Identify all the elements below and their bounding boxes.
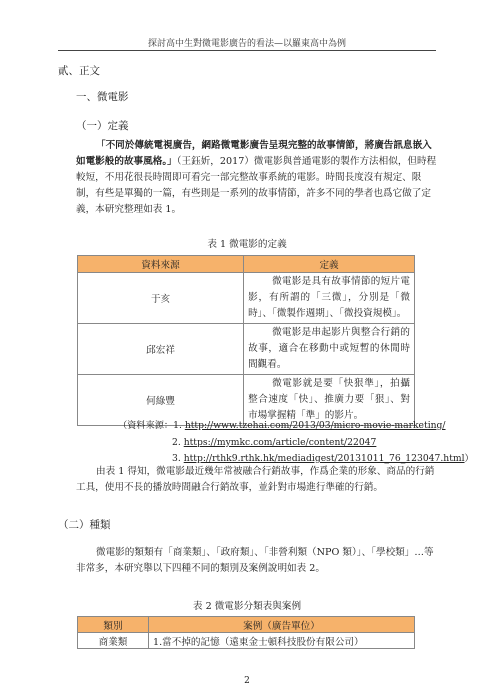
- column-header-type: 類別: [78, 617, 149, 633]
- source-line-2: 2. https://mymkc.com/article/content/22047: [172, 436, 377, 448]
- bold-quote: 「不同於傳統電視廣告，網路微電影廣告呈現完整的故事情節，將廣告訊息嵌入如電影般的故事風格。」: [76, 140, 432, 167]
- source-link-3[interactable]: http://rthk9.rthk.hk/mediadigest/20131011_76_123047.html: [183, 453, 465, 464]
- table2-caption: 表 2 微電影分類表與案例: [192, 601, 302, 612]
- table-cell-source: 邱宏祥: [78, 324, 244, 375]
- section-heading-micro-film: 一、微電影: [76, 91, 129, 103]
- section-heading-main: 貳、正文: [58, 65, 100, 77]
- table-cell-definition: 微電影是具有故事情節的短片電影，有所謂的「三微」，分別是「微時」、「微製作週期」、「微投資規模」。: [244, 273, 415, 324]
- definition-table: [77, 255, 415, 426]
- table-cell-source: 何綠豐: [78, 375, 244, 426]
- page-number: 2: [244, 676, 250, 686]
- section-heading-definition: （一）定義: [76, 120, 129, 132]
- types-paragraph: 微電影的類類有「商業類」、「政府類」、「非營利類（NPO 類）」、「學校類」…等非常多，本研究舉以下四種不同的類別及案例說明如表 2。: [76, 547, 434, 574]
- source-line-1: （資料來源：1. http://www.tzehai.com/2013/03/micro-movie-marketing/: [118, 420, 446, 431]
- source-link-2[interactable]: https://mymkc.com/article/content/22047: [183, 436, 377, 448]
- source-link-1[interactable]: http://www.tzehai.com/2013/03/micro-movie-marketing/: [184, 420, 446, 431]
- table-header-row: [78, 617, 415, 633]
- column-header-source: 資料來源: [78, 256, 244, 273]
- table-cell-definition: 微電影是串起影片與整合行銷的故事，適合在移動中或短暫的休閒時間觀看。: [244, 324, 415, 375]
- table-cell-definition: 微電影就是要「快狠準」，拍攝整合速度「快」、推廣力要「狠」、對市場掌握精「準」的影片。: [244, 375, 415, 426]
- classification-table: [77, 616, 415, 649]
- column-header-case: 案例（廣告單位）: [149, 617, 415, 633]
- table-cell-case: 1.當不掉的記憶（遠東金士頓科技股份有限公司）: [149, 633, 415, 649]
- table-cell-source: 于亥: [78, 273, 244, 324]
- table1-caption: 表 1 微電影的定義: [207, 239, 287, 250]
- source-line-3: 3. http://rthk9.rthk.hk/mediadigest/20131011_76_123047.html）: [172, 453, 474, 464]
- table-row: [78, 633, 415, 649]
- column-header-definition: 定義: [244, 256, 415, 273]
- table-row: [78, 273, 415, 324]
- table-header-row: [78, 256, 415, 273]
- table-row: [78, 324, 415, 375]
- running-header: 探討高中生對微電影廣告的看法—以羅東高中為例: [147, 39, 346, 49]
- paragraph-text: （王鈺妡，2017）微電影與普通電影的製作方法相似，但時程較短，不用花很長時間即可看完一部完整故事系統的電影。時間長度沒有規定、限制，有些是單獨的一篇，有些則是一系列的故事情節，許多不同的學者也爲它做了定義，本研究整理如表 1。: [76, 156, 437, 215]
- section-heading-types: （二）種類: [58, 519, 111, 531]
- header-rule: [58, 50, 436, 51]
- table-cell-type: 商業類: [78, 633, 149, 649]
- summary-paragraph: 由表 1 得知，微電影最近幾年常被融合行銷故事，作爲企業的形象、商品的行銷工具，使用不長的播放時間融合行銷故事，並針對市場進行準確的行銷。: [76, 466, 435, 493]
- definition-paragraph: [76, 138, 438, 218]
